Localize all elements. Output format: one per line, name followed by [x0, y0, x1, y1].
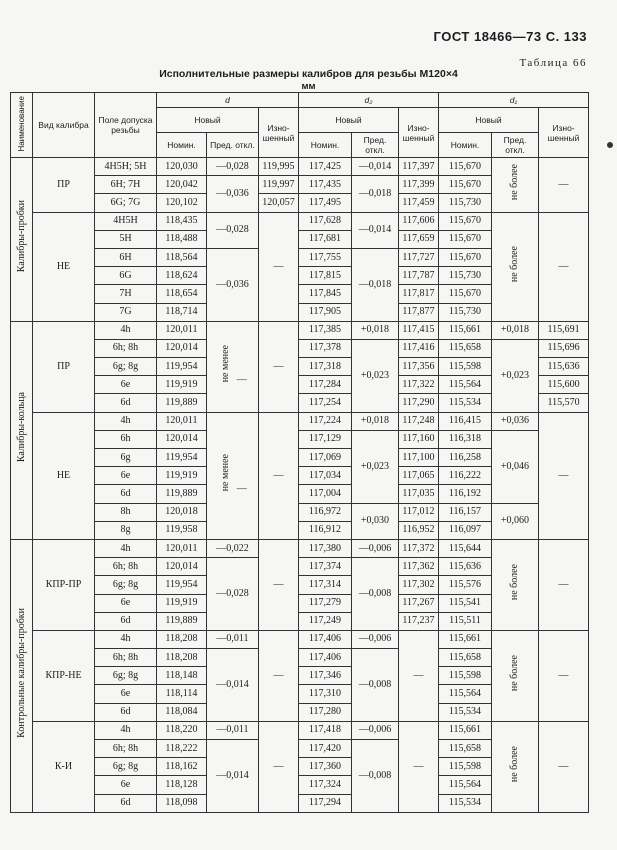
col-d1-new: Новый	[439, 108, 539, 133]
d-nominal: 118,098	[157, 794, 207, 812]
d2-worn: 116,952	[399, 521, 439, 539]
d2-nominal: 117,435	[299, 176, 352, 194]
d2-nominal: 117,418	[299, 721, 352, 739]
d2-nominal: 117,420	[299, 740, 352, 758]
d2-deviation: —0,018	[352, 176, 399, 212]
d1-nominal: 115,644	[439, 539, 492, 557]
d-nominal: 118,114	[157, 685, 207, 703]
d2-nominal: 117,224	[299, 412, 352, 430]
d1-worn: 115,636	[539, 358, 589, 376]
d2-worn: 117,416	[399, 339, 439, 357]
d2-nominal: 117,004	[299, 485, 352, 503]
calibre-type: ПР	[33, 321, 95, 412]
tolerance-field: 4Н5Н; 5Н	[95, 158, 157, 176]
d1-deviation: +0,018	[492, 321, 539, 339]
d2-worn: 117,877	[399, 303, 439, 321]
tolerance-field: 7G	[95, 303, 157, 321]
table-row	[11, 339, 589, 357]
d2-nominal: 117,280	[299, 703, 352, 721]
d1-worn: 115,691	[539, 321, 589, 339]
d2-deviation: —0,008	[352, 558, 399, 631]
d2-worn: 117,356	[399, 358, 439, 376]
calibre-table	[10, 92, 589, 813]
d-nominal: 118,624	[157, 267, 207, 285]
calibre-type: НЕ	[33, 412, 95, 539]
tolerance-field: 6g	[95, 449, 157, 467]
d-deviation-note	[207, 321, 259, 412]
d1-nominal: 116,258	[439, 449, 492, 467]
d1-nominal: 115,564	[439, 685, 492, 703]
d2-worn: 117,035	[399, 485, 439, 503]
d1-nominal: 115,534	[439, 394, 492, 412]
d-worn: —	[259, 412, 299, 539]
tolerance-field: 6G; 7G	[95, 194, 157, 212]
d2-worn: 117,302	[399, 576, 439, 594]
d-nominal: 120,011	[157, 412, 207, 430]
tolerance-field: 6g; 8g	[95, 758, 157, 776]
d2-nominal: 117,425	[299, 158, 352, 176]
d-worn: —	[259, 721, 299, 812]
d-worn: —	[259, 212, 299, 321]
d2-nominal: 117,380	[299, 539, 352, 557]
d1-deviation: +0,046	[492, 430, 539, 503]
d2-worn: 117,012	[399, 503, 439, 521]
d1-nominal: 115,730	[439, 303, 492, 321]
d-nominal: 120,011	[157, 539, 207, 557]
d2-deviation: +0,023	[352, 339, 399, 412]
note-ne-menee: не менее	[220, 454, 232, 492]
col-d2: d₂	[299, 93, 439, 108]
d2-worn: 117,237	[399, 612, 439, 630]
d2-nominal: 116,912	[299, 521, 352, 539]
d1-worn: 115,696	[539, 339, 589, 357]
d-deviation: —0,036	[207, 248, 259, 321]
col-d-dev: Пред. откл.	[207, 133, 259, 158]
d2-worn: 117,100	[399, 449, 439, 467]
d1-nominal: 115,564	[439, 376, 492, 394]
d1-worn: 115,600	[539, 376, 589, 394]
d-nominal: 118,564	[157, 248, 207, 266]
col-d-nom: Номин.	[157, 133, 207, 158]
d2-worn: 117,065	[399, 467, 439, 485]
col-d2-worn: Изно-шенный	[399, 108, 439, 158]
tolerance-field: 6d	[95, 794, 157, 812]
d2-nominal: 117,406	[299, 649, 352, 667]
tolerance-field: 8g	[95, 521, 157, 539]
note-ne-bolee: не более	[509, 745, 520, 782]
d1-worn: —	[539, 630, 589, 721]
d1-nominal: 116,157	[439, 503, 492, 521]
d1-nominal: 115,661	[439, 321, 492, 339]
d2-worn: 117,248	[399, 412, 439, 430]
tolerance-field: 4Н5Н	[95, 212, 157, 230]
d1-nominal: 115,670	[439, 230, 492, 248]
d-nominal: 118,208	[157, 630, 207, 648]
d2-nominal: 117,310	[299, 685, 352, 703]
tolerance-field: 6d	[95, 485, 157, 503]
tolerance-field: 6Н	[95, 248, 157, 266]
d1-nominal: 115,598	[439, 758, 492, 776]
d-nominal: 118,220	[157, 721, 207, 739]
d-worn: 120,057	[259, 194, 299, 212]
d2-deviation: —0,006	[352, 539, 399, 557]
d2-nominal: 117,284	[299, 376, 352, 394]
page-header: ГОСТ 18466—73 С. 133	[433, 29, 587, 44]
d2-worn: 117,787	[399, 267, 439, 285]
d-deviation: —0,028	[207, 212, 259, 248]
tolerance-field: 6g; 8g	[95, 667, 157, 685]
tolerance-field: 6e	[95, 467, 157, 485]
table-row	[11, 412, 589, 430]
tolerance-field: 4h	[95, 412, 157, 430]
d1-nominal: 115,670	[439, 176, 492, 194]
tolerance-field: 4h	[95, 321, 157, 339]
d-nominal: 119,958	[157, 521, 207, 539]
d-deviation: —0,028	[207, 558, 259, 631]
d1-nominal: 115,636	[439, 558, 492, 576]
d-nominal: 120,102	[157, 194, 207, 212]
tolerance-field: 6G	[95, 267, 157, 285]
note-ne-bolee: не более	[509, 563, 520, 600]
d1-nominal: 115,534	[439, 794, 492, 812]
col-d1: d₁	[439, 93, 589, 108]
tolerance-field: 6g; 8g	[95, 358, 157, 376]
d2-worn: 117,160	[399, 430, 439, 448]
col-d1-worn: Изно-шенный	[539, 108, 589, 158]
d-nominal: 120,014	[157, 339, 207, 357]
table-row	[11, 503, 589, 521]
d2-worn: 117,372	[399, 539, 439, 557]
d2-deviation: +0,018	[352, 412, 399, 430]
tolerance-field: 6d	[95, 612, 157, 630]
note-ne-bolee: не более	[509, 654, 520, 691]
d-worn: —	[259, 539, 299, 630]
d1-nominal: 115,564	[439, 776, 492, 794]
note-ne-menee: не менее	[220, 345, 232, 383]
tolerance-field: 6e	[95, 685, 157, 703]
d-nominal: 120,014	[157, 558, 207, 576]
margin-dot	[607, 142, 613, 148]
d-nominal: 119,954	[157, 576, 207, 594]
d-nominal: 120,042	[157, 176, 207, 194]
d2-nominal: 117,346	[299, 667, 352, 685]
d2-deviation: +0,018	[352, 321, 399, 339]
d-deviation: —0,011	[207, 721, 259, 739]
d-nominal: 119,889	[157, 394, 207, 412]
d2-nominal: 117,254	[299, 394, 352, 412]
table-title: Исполнительные размеры калибров для резьбы М120×4	[159, 68, 458, 80]
d1-worn: 115,570	[539, 394, 589, 412]
d2-nominal: 117,815	[299, 267, 352, 285]
d2-deviation: —0,008	[352, 649, 399, 722]
tolerance-field: 6e	[95, 376, 157, 394]
d2-worn: —	[399, 721, 439, 812]
col-field: Поле допуска резьбы	[95, 93, 157, 158]
d2-nominal: 117,378	[299, 339, 352, 357]
tolerance-field: 6d	[95, 703, 157, 721]
d1-deviation: +0,023	[492, 339, 539, 412]
col-d1-dev: Пред. откл.	[492, 133, 539, 158]
d-worn: 119,997	[259, 176, 299, 194]
d2-nominal: 117,034	[299, 467, 352, 485]
calibre-type: К-И	[33, 721, 95, 812]
d2-deviation: +0,030	[352, 503, 399, 539]
d2-nominal: 117,385	[299, 321, 352, 339]
d2-nominal: 117,755	[299, 248, 352, 266]
d-nominal: 118,128	[157, 776, 207, 794]
d2-nominal: 117,495	[299, 194, 352, 212]
d-nominal: 118,162	[157, 758, 207, 776]
calibre-type: ПР	[33, 158, 95, 213]
table-row	[11, 158, 589, 176]
tolerance-field: 6e	[95, 594, 157, 612]
calibre-type: НЕ	[33, 212, 95, 321]
tolerance-field: 7Н	[95, 285, 157, 303]
d2-deviation: —0,014	[352, 212, 399, 248]
dash: —	[236, 483, 247, 495]
d1-nominal: 115,730	[439, 267, 492, 285]
d1-nominal: 115,598	[439, 667, 492, 685]
d2-nominal: 117,294	[299, 794, 352, 812]
d2-nominal: 117,279	[299, 594, 352, 612]
d2-worn: 117,459	[399, 194, 439, 212]
d-nominal: 119,954	[157, 449, 207, 467]
d-deviation: —0,022	[207, 539, 259, 557]
col-d1-nom: Номин.	[439, 133, 492, 158]
d2-worn: 117,415	[399, 321, 439, 339]
d1-nominal: 116,415	[439, 412, 492, 430]
d2-deviation: —0,018	[352, 248, 399, 321]
col-d2-dev: Пред. откл.	[352, 133, 399, 158]
d1-nominal: 115,658	[439, 740, 492, 758]
table-row	[11, 630, 589, 648]
d-deviation-note	[207, 412, 259, 539]
d1-worn: —	[539, 721, 589, 812]
tolerance-field: 6g; 8g	[95, 576, 157, 594]
tolerance-field: 6h	[95, 430, 157, 448]
group-label-rings: Калибры-кольца	[15, 392, 27, 463]
d2-deviation: —0,006	[352, 721, 399, 739]
tolerance-field: 4h	[95, 630, 157, 648]
d1-worn: —	[539, 412, 589, 539]
tolerance-field: 6Н; 7Н	[95, 176, 157, 194]
d1-nominal: 115,670	[439, 285, 492, 303]
d-nominal: 119,889	[157, 612, 207, 630]
calibre-type: КПР-ПР	[33, 539, 95, 630]
d-deviation: —0,011	[207, 630, 259, 648]
d1-nominal: 115,541	[439, 594, 492, 612]
col-d-new: Новый	[157, 108, 259, 133]
tolerance-field: 8h	[95, 503, 157, 521]
d1-nominal: 115,670	[439, 212, 492, 230]
d1-nominal: 116,222	[439, 467, 492, 485]
d1-nominal: 115,534	[439, 703, 492, 721]
tolerance-field: 6h; 8h	[95, 558, 157, 576]
d2-deviation: +0,023	[352, 430, 399, 503]
d2-nominal: 117,318	[299, 358, 352, 376]
table-row	[11, 430, 589, 448]
col-d2-new: Новый	[299, 108, 399, 133]
d-deviation: —0,028	[207, 158, 259, 176]
d-nominal: 118,084	[157, 703, 207, 721]
d2-worn: 117,362	[399, 558, 439, 576]
d2-nominal: 117,681	[299, 230, 352, 248]
d2-worn: 117,817	[399, 285, 439, 303]
d1-nominal: 115,661	[439, 630, 492, 648]
calibre-type: КПР-НЕ	[33, 630, 95, 721]
group-label-plugs: Калибры-пробки	[15, 200, 27, 273]
d2-nominal: 117,905	[299, 303, 352, 321]
col-type: Вид калибра	[33, 93, 95, 158]
d1-worn: —	[539, 158, 589, 213]
d-nominal: 118,148	[157, 667, 207, 685]
d1-nominal: 115,576	[439, 576, 492, 594]
d1-nominal: 115,511	[439, 612, 492, 630]
d-nominal: 118,435	[157, 212, 207, 230]
note-ne-bolee: не более	[509, 245, 520, 282]
d1-worn: —	[539, 212, 589, 321]
d1-nominal: 115,730	[439, 194, 492, 212]
d2-nominal: 117,406	[299, 630, 352, 648]
d-worn: —	[259, 630, 299, 721]
d2-nominal: 117,069	[299, 449, 352, 467]
d-nominal: 119,919	[157, 467, 207, 485]
table-row	[11, 212, 589, 230]
col-d2-nom: Номин.	[299, 133, 352, 158]
tolerance-field: 6h; 8h	[95, 649, 157, 667]
d-nominal: 118,208	[157, 649, 207, 667]
tolerance-field: 4h	[95, 721, 157, 739]
d-nominal: 120,014	[157, 430, 207, 448]
table-row	[11, 539, 589, 557]
d2-worn: 117,606	[399, 212, 439, 230]
d2-worn: 117,290	[399, 394, 439, 412]
d2-nominal: 116,972	[299, 503, 352, 521]
d-nominal: 118,654	[157, 285, 207, 303]
d2-nominal: 117,249	[299, 612, 352, 630]
d2-worn: 117,727	[399, 248, 439, 266]
d2-worn: 117,659	[399, 230, 439, 248]
d-nominal: 119,954	[157, 358, 207, 376]
d2-deviation: —0,006	[352, 630, 399, 648]
d1-nominal: 116,318	[439, 430, 492, 448]
d2-nominal: 117,374	[299, 558, 352, 576]
d1-nominal: 115,598	[439, 358, 492, 376]
d-deviation: —0,014	[207, 740, 259, 813]
tolerance-field: 6d	[95, 394, 157, 412]
d-nominal: 119,889	[157, 485, 207, 503]
d-nominal: 120,011	[157, 321, 207, 339]
col-name: Наименование	[16, 96, 26, 152]
units-label: мм	[301, 81, 316, 92]
tolerance-field: 6h; 8h	[95, 740, 157, 758]
d2-deviation: —0,014	[352, 158, 399, 176]
tolerance-field: 4h	[95, 539, 157, 557]
d-nominal: 119,919	[157, 594, 207, 612]
d2-nominal: 117,845	[299, 285, 352, 303]
d-deviation: —0,036	[207, 176, 259, 212]
d2-nominal: 117,324	[299, 776, 352, 794]
d1-nominal: 116,097	[439, 521, 492, 539]
d2-worn: 117,322	[399, 376, 439, 394]
table-row	[11, 721, 589, 739]
d2-nominal: 117,129	[299, 430, 352, 448]
d-nominal: 118,222	[157, 740, 207, 758]
d1-nominal: 115,661	[439, 721, 492, 739]
d-nominal: 119,919	[157, 376, 207, 394]
tolerance-field: 5Н	[95, 230, 157, 248]
col-d-worn: Изно-шенный	[259, 108, 299, 158]
d1-deviation: +0,060	[492, 503, 539, 539]
d2-nominal: 117,314	[299, 576, 352, 594]
d-nominal: 120,018	[157, 503, 207, 521]
d1-nominal: 115,670	[439, 248, 492, 266]
d2-worn: 117,267	[399, 594, 439, 612]
d2-deviation: —0,008	[352, 740, 399, 813]
d2-worn: 117,399	[399, 176, 439, 194]
d-nominal: 118,714	[157, 303, 207, 321]
dash: —	[236, 374, 247, 386]
d-nominal: 120,030	[157, 158, 207, 176]
d1-nominal: 115,658	[439, 339, 492, 357]
d2-worn: 117,397	[399, 158, 439, 176]
d-worn: —	[259, 321, 299, 412]
table-row	[11, 321, 589, 339]
note-ne-bolee: не более	[509, 163, 520, 200]
d1-nominal: 116,192	[439, 485, 492, 503]
d-deviation: —0,014	[207, 649, 259, 722]
table-number: Таблица 66	[519, 57, 587, 69]
tolerance-field: 6e	[95, 776, 157, 794]
d1-nominal: 115,658	[439, 649, 492, 667]
col-d: d	[157, 93, 299, 108]
d1-deviation: +0,036	[492, 412, 539, 430]
d2-worn: —	[399, 630, 439, 721]
d2-nominal: 117,628	[299, 212, 352, 230]
d2-nominal: 117,360	[299, 758, 352, 776]
tolerance-field: 6h; 8h	[95, 339, 157, 357]
d1-worn: —	[539, 539, 589, 630]
d-worn: 119,995	[259, 158, 299, 176]
d-nominal: 118,488	[157, 230, 207, 248]
d1-nominal: 115,670	[439, 158, 492, 176]
group-label-control: Контрольные калибры-пробки	[15, 607, 27, 738]
